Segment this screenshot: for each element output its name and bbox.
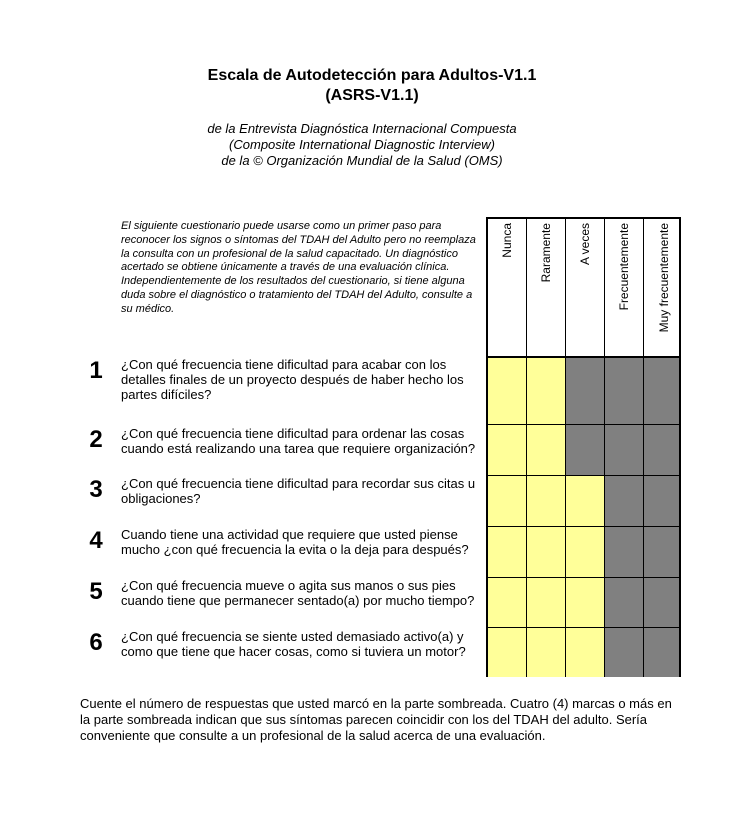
answer-cell-q2-shaded[interactable] bbox=[566, 425, 605, 476]
answer-cell-q1-shaded[interactable] bbox=[566, 358, 605, 425]
question-number: 2 bbox=[89, 426, 103, 453]
question-number: 1 bbox=[89, 357, 103, 384]
answer-cell-q5-unshaded[interactable] bbox=[488, 578, 527, 628]
question-text: ¿Con qué frecuencia mueve o agita sus manos o sus pies cuando tiene que permanecer sentado(a) por mucho tiempo? bbox=[121, 578, 475, 608]
answer-cell-q3-shaded[interactable] bbox=[644, 476, 679, 527]
source-line-2: (Composite International Diagnostic Interview) bbox=[229, 137, 495, 152]
question-text: ¿Con qué frecuencia tiene dificultad para recordar sus citas u obligaciones? bbox=[121, 476, 476, 506]
answer-cell-q2-shaded[interactable] bbox=[644, 425, 679, 476]
answer-cell-q1-shaded[interactable] bbox=[644, 358, 679, 425]
answer-cell-q6-shaded[interactable] bbox=[644, 628, 679, 677]
answer-cell-q1-unshaded[interactable] bbox=[527, 358, 566, 425]
question-text: Cuando tiene una actividad que requiere que usted piense mucho ¿con qué frecuencia la evita o la deja para después? bbox=[121, 527, 469, 557]
answer-cell-q4-shaded[interactable] bbox=[644, 527, 679, 578]
answer-cell-q5-unshaded[interactable] bbox=[566, 578, 605, 628]
answer-cell-q2-unshaded[interactable] bbox=[527, 425, 566, 476]
answer-cell-q2-unshaded[interactable] bbox=[488, 425, 527, 476]
intro-paragraph: El siguiente cuestionario puede usarse como un primer paso para reconocer los signos o síntomas del TDAH del Adulto pero no reemplaza la consulta con un profesional de la salud capacitado. Un diagnóstico acertado se obtiene únicamente a través de una evaluación clínica. Independientemente de los resultados del cuestionario, si tiene alguna duda sobre el diagnóstico o tratamiento del TDAH del Adulto, consulte a su médico. bbox=[121, 220, 476, 315]
source-attribution bbox=[0, 121, 724, 169]
answer-cell-q3-unshaded[interactable] bbox=[527, 476, 566, 527]
column-header-raramente: Raramente bbox=[527, 219, 566, 357]
question-number: 6 bbox=[89, 629, 103, 656]
column-header-nunca: Nunca bbox=[488, 219, 527, 357]
title-line-2: (ASRS-V1.1) bbox=[325, 87, 419, 104]
answer-cell-q6-unshaded[interactable] bbox=[527, 628, 566, 677]
question-number: 4 bbox=[89, 527, 103, 554]
scoring-instructions: Cuente el número de respuestas que usted marcó en la parte sombreada. Cuatro (4) marcas o más en la parte sombreada indican que sus síntomas parecen coincidir con los del TDAH del adulto. Sería conveniente que consulte a un profesional de la salud acerca de una evaluación. bbox=[80, 696, 672, 743]
answer-cell-q5-unshaded[interactable] bbox=[527, 578, 566, 628]
answer-cell-q5-shaded[interactable] bbox=[605, 578, 644, 628]
answer-cell-q3-unshaded[interactable] bbox=[566, 476, 605, 527]
answer-cell-q4-unshaded[interactable] bbox=[488, 527, 527, 578]
answer-cell-q4-unshaded[interactable] bbox=[527, 527, 566, 578]
title-line-1: Escala de Autodetección para Adultos-V1.1 bbox=[207, 67, 537, 84]
answer-cell-q3-unshaded[interactable] bbox=[488, 476, 527, 527]
answer-cell-q4-unshaded[interactable] bbox=[566, 527, 605, 578]
answer-cell-q1-shaded[interactable] bbox=[605, 358, 644, 425]
column-header-a-veces: A veces bbox=[566, 219, 605, 357]
question-text: ¿Con qué frecuencia se siente usted demasiado activo(a) y como que tiene que hacer cosas, como si tuviera un motor? bbox=[121, 629, 466, 659]
response-grid bbox=[486, 217, 681, 677]
answer-cell-q4-shaded[interactable] bbox=[605, 527, 644, 578]
question-text: ¿Con qué frecuencia tiene dificultad para ordenar las cosas cuando está realizando una tarea que requiere organización? bbox=[121, 426, 476, 456]
answer-cell-q6-unshaded[interactable] bbox=[488, 628, 527, 677]
question-text: ¿Con qué frecuencia tiene dificultad para acabar con los detalles finales de un proyecto después de haber hecho los partes difíciles? bbox=[121, 357, 464, 402]
answer-cell-q2-shaded[interactable] bbox=[605, 425, 644, 476]
question-number: 3 bbox=[89, 476, 103, 503]
column-header-frecuentemente: Frecuentemente bbox=[605, 219, 644, 357]
question-number: 5 bbox=[89, 578, 103, 605]
answer-cell-q6-shaded[interactable] bbox=[605, 628, 644, 677]
page-title bbox=[0, 66, 744, 106]
answer-cell-q6-unshaded[interactable] bbox=[566, 628, 605, 677]
source-line-1: de la Entrevista Diagnóstica Internacional Compuesta bbox=[207, 121, 517, 136]
column-header-muy-frecuentemente: Muy frecuentemente bbox=[656, 223, 671, 333]
answer-cell-q3-shaded[interactable] bbox=[605, 476, 644, 527]
answer-cell-q1-unshaded[interactable] bbox=[488, 358, 527, 425]
source-line-3: de la © Organización Mundial de la Salud (OMS) bbox=[221, 153, 503, 168]
answer-cell-q5-shaded[interactable] bbox=[644, 578, 679, 628]
